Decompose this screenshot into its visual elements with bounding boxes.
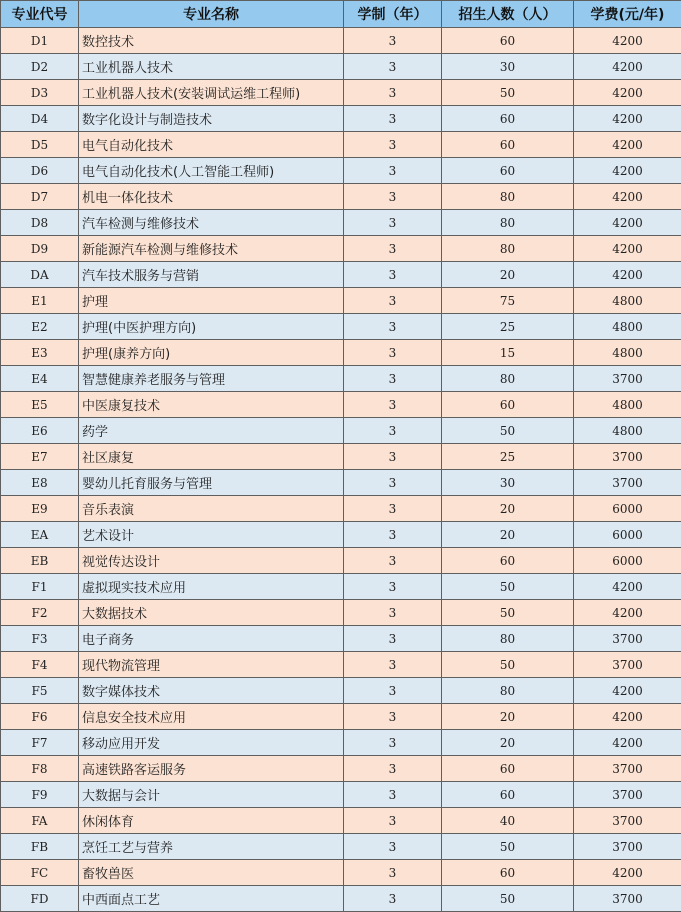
enrollment-cell: 60 — [442, 106, 574, 132]
major-code-cell: E6 — [1, 418, 79, 444]
enrollment-cell: 30 — [442, 470, 574, 496]
table-row — [1, 678, 681, 704]
tuition-cell: 6000 — [574, 522, 681, 548]
years-cell: 3 — [344, 522, 442, 548]
major-name-cell: 汽车检测与维修技术 — [79, 210, 344, 236]
table-row — [1, 548, 681, 574]
major-code-cell: E3 — [1, 340, 79, 366]
enrollment-cell: 25 — [442, 444, 574, 470]
major-name-cell: 大数据技术 — [79, 600, 344, 626]
major-code-cell: FC — [1, 860, 79, 886]
tuition-cell: 3700 — [574, 652, 681, 678]
years-cell: 3 — [344, 652, 442, 678]
enrollment-cell: 40 — [442, 808, 574, 834]
enrollment-cell: 75 — [442, 288, 574, 314]
table-row — [1, 184, 681, 210]
major-name-cell: 虚拟现实技术应用 — [79, 574, 344, 600]
enrollment-cell: 25 — [442, 314, 574, 340]
table-row — [1, 366, 681, 392]
tuition-cell: 4200 — [574, 860, 681, 886]
major-name-cell: 视觉传达设计 — [79, 548, 344, 574]
major-code-cell: F6 — [1, 704, 79, 730]
major-code-cell: D8 — [1, 210, 79, 236]
table-row — [1, 132, 681, 158]
years-cell: 3 — [344, 28, 442, 54]
years-cell: 3 — [344, 600, 442, 626]
table-row — [1, 236, 681, 262]
tuition-cell: 4200 — [574, 158, 681, 184]
years-cell: 3 — [344, 444, 442, 470]
major-code-cell: E1 — [1, 288, 79, 314]
table-row — [1, 340, 681, 366]
major-name-cell: 中医康复技术 — [79, 392, 344, 418]
major-name-cell: 工业机器人技术(安装调试运维工程师) — [79, 80, 344, 106]
tuition-cell: 3700 — [574, 470, 681, 496]
major-name-cell: 高速铁路客运服务 — [79, 756, 344, 782]
years-cell: 3 — [344, 132, 442, 158]
table-row — [1, 886, 681, 912]
major-name-cell: 工业机器人技术 — [79, 54, 344, 80]
table-row — [1, 470, 681, 496]
major-code-cell: E9 — [1, 496, 79, 522]
tuition-cell: 3700 — [574, 808, 681, 834]
major-code-cell: D2 — [1, 54, 79, 80]
tuition-cell: 4200 — [574, 236, 681, 262]
years-cell: 3 — [344, 340, 442, 366]
enrollment-cell: 20 — [442, 730, 574, 756]
enrollment-cell: 50 — [442, 600, 574, 626]
tuition-cell: 4200 — [574, 210, 681, 236]
tuition-cell: 4800 — [574, 288, 681, 314]
years-cell: 3 — [344, 886, 442, 912]
header-code: 专业代号 — [1, 1, 79, 28]
major-name-cell: 汽车技术服务与营销 — [79, 262, 344, 288]
years-cell: 3 — [344, 808, 442, 834]
major-name-cell: 数字化设计与制造技术 — [79, 106, 344, 132]
major-code-cell: E8 — [1, 470, 79, 496]
major-name-cell: 畜牧兽医 — [79, 860, 344, 886]
major-name-cell: 休闲体育 — [79, 808, 344, 834]
major-code-cell: D5 — [1, 132, 79, 158]
tuition-cell: 4200 — [574, 704, 681, 730]
enrollment-cell: 30 — [442, 54, 574, 80]
major-name-cell: 烹饪工艺与营养 — [79, 834, 344, 860]
enrollment-cell: 80 — [442, 366, 574, 392]
table-row — [1, 652, 681, 678]
major-code-cell: D4 — [1, 106, 79, 132]
tuition-cell: 4200 — [574, 184, 681, 210]
enrollment-cell: 20 — [442, 522, 574, 548]
table-row — [1, 782, 681, 808]
major-name-cell: 艺术设计 — [79, 522, 344, 548]
enrollment-cell: 60 — [442, 756, 574, 782]
major-code-cell: D3 — [1, 80, 79, 106]
table-row — [1, 756, 681, 782]
tuition-cell: 4800 — [574, 418, 681, 444]
enrollment-cell: 80 — [442, 236, 574, 262]
major-code-cell: FB — [1, 834, 79, 860]
tuition-cell: 4200 — [574, 106, 681, 132]
table-row — [1, 54, 681, 80]
enrollment-cell: 60 — [442, 158, 574, 184]
enrollment-cell: 50 — [442, 652, 574, 678]
major-name-cell: 数控技术 — [79, 28, 344, 54]
enrollment-cell: 80 — [442, 626, 574, 652]
major-code-cell: EA — [1, 522, 79, 548]
enrollment-cell: 60 — [442, 132, 574, 158]
major-name-cell: 电气自动化技术 — [79, 132, 344, 158]
table-row — [1, 704, 681, 730]
table-row — [1, 626, 681, 652]
years-cell: 3 — [344, 496, 442, 522]
tuition-cell: 3700 — [574, 756, 681, 782]
tuition-cell: 4200 — [574, 574, 681, 600]
enrollment-cell: 20 — [442, 704, 574, 730]
years-cell: 3 — [344, 184, 442, 210]
tuition-cell: 3700 — [574, 886, 681, 912]
major-code-cell: F8 — [1, 756, 79, 782]
tuition-cell: 4200 — [574, 80, 681, 106]
years-cell: 3 — [344, 626, 442, 652]
major-code-cell: FD — [1, 886, 79, 912]
years-cell: 3 — [344, 756, 442, 782]
major-code-cell: FA — [1, 808, 79, 834]
years-cell: 3 — [344, 262, 442, 288]
enrollment-cell: 20 — [442, 496, 574, 522]
years-cell: 3 — [344, 548, 442, 574]
table-row — [1, 392, 681, 418]
years-cell: 3 — [344, 158, 442, 184]
years-cell: 3 — [344, 392, 442, 418]
table-row — [1, 80, 681, 106]
major-code-cell: D9 — [1, 236, 79, 262]
table-row — [1, 860, 681, 886]
enrollment-cell: 15 — [442, 340, 574, 366]
table-body — [1, 28, 681, 912]
enrollment-cell: 50 — [442, 418, 574, 444]
enrollment-cell: 60 — [442, 28, 574, 54]
years-cell: 3 — [344, 704, 442, 730]
major-name-cell: 音乐表演 — [79, 496, 344, 522]
years-cell: 3 — [344, 782, 442, 808]
table-row — [1, 444, 681, 470]
table-row — [1, 288, 681, 314]
years-cell: 3 — [344, 834, 442, 860]
table-row — [1, 106, 681, 132]
enrollment-cell: 60 — [442, 782, 574, 808]
years-cell: 3 — [344, 314, 442, 340]
major-code-cell: E5 — [1, 392, 79, 418]
years-cell: 3 — [344, 210, 442, 236]
major-code-cell: D7 — [1, 184, 79, 210]
major-code-cell: F1 — [1, 574, 79, 600]
years-cell: 3 — [344, 860, 442, 886]
major-code-cell: F7 — [1, 730, 79, 756]
years-cell: 3 — [344, 678, 442, 704]
major-name-cell: 社区康复 — [79, 444, 344, 470]
tuition-cell: 4200 — [574, 54, 681, 80]
enrollment-cell: 80 — [442, 678, 574, 704]
table-row — [1, 522, 681, 548]
enrollment-cell: 60 — [442, 860, 574, 886]
enrollment-cell: 60 — [442, 548, 574, 574]
major-code-cell: F2 — [1, 600, 79, 626]
tuition-cell: 4200 — [574, 28, 681, 54]
years-cell: 3 — [344, 54, 442, 80]
tuition-cell: 6000 — [574, 496, 681, 522]
enrollment-cell: 50 — [442, 574, 574, 600]
table-row — [1, 262, 681, 288]
major-code-cell: F3 — [1, 626, 79, 652]
years-cell: 3 — [344, 288, 442, 314]
table-row — [1, 158, 681, 184]
major-code-cell: F9 — [1, 782, 79, 808]
major-code-cell: D1 — [1, 28, 79, 54]
tuition-cell: 4800 — [574, 340, 681, 366]
tuition-cell: 4200 — [574, 132, 681, 158]
tuition-cell: 6000 — [574, 548, 681, 574]
table-row — [1, 210, 681, 236]
tuition-cell: 3700 — [574, 782, 681, 808]
major-name-cell: 现代物流管理 — [79, 652, 344, 678]
enrollment-cell: 80 — [442, 184, 574, 210]
enrollment-cell: 80 — [442, 210, 574, 236]
major-name-cell: 大数据与会计 — [79, 782, 344, 808]
years-cell: 3 — [344, 574, 442, 600]
tuition-cell: 3700 — [574, 626, 681, 652]
major-code-cell: D6 — [1, 158, 79, 184]
header-row — [1, 1, 681, 28]
header-tuition: 学费(元/年) — [574, 1, 681, 28]
table-row — [1, 834, 681, 860]
table-row — [1, 28, 681, 54]
table-row — [1, 600, 681, 626]
years-cell: 3 — [344, 418, 442, 444]
major-name-cell: 电子商务 — [79, 626, 344, 652]
years-cell: 3 — [344, 366, 442, 392]
years-cell: 3 — [344, 106, 442, 132]
major-code-cell: E4 — [1, 366, 79, 392]
major-name-cell: 婴幼儿托育服务与管理 — [79, 470, 344, 496]
tuition-cell: 3700 — [574, 444, 681, 470]
major-name-cell: 智慧健康养老服务与管理 — [79, 366, 344, 392]
years-cell: 3 — [344, 80, 442, 106]
tuition-cell: 4800 — [574, 314, 681, 340]
enrollment-cell: 50 — [442, 834, 574, 860]
enrollment-cell: 60 — [442, 392, 574, 418]
major-name-cell: 新能源汽车检测与维修技术 — [79, 236, 344, 262]
major-code-cell: E7 — [1, 444, 79, 470]
tuition-cell: 4200 — [574, 262, 681, 288]
major-name-cell: 护理(中医护理方向) — [79, 314, 344, 340]
header-years: 学制（年） — [344, 1, 442, 28]
major-name-cell: 电气自动化技术(人工智能工程师) — [79, 158, 344, 184]
enrollment-cell: 50 — [442, 80, 574, 106]
enrollment-cell: 50 — [442, 886, 574, 912]
tuition-cell: 4200 — [574, 678, 681, 704]
years-cell: 3 — [344, 730, 442, 756]
major-code-cell: DA — [1, 262, 79, 288]
major-code-cell: F5 — [1, 678, 79, 704]
table-row — [1, 418, 681, 444]
years-cell: 3 — [344, 470, 442, 496]
major-name-cell: 机电一体化技术 — [79, 184, 344, 210]
major-code-cell: EB — [1, 548, 79, 574]
tuition-cell: 4200 — [574, 730, 681, 756]
years-cell: 3 — [344, 236, 442, 262]
tuition-cell: 3700 — [574, 366, 681, 392]
major-name-cell: 护理 — [79, 288, 344, 314]
major-name-cell: 信息安全技术应用 — [79, 704, 344, 730]
major-code-cell: E2 — [1, 314, 79, 340]
table-row — [1, 496, 681, 522]
tuition-cell: 3700 — [574, 834, 681, 860]
major-name-cell: 中西面点工艺 — [79, 886, 344, 912]
enrollment-cell: 20 — [442, 262, 574, 288]
major-name-cell: 药学 — [79, 418, 344, 444]
header-enrollment: 招生人数（人） — [442, 1, 574, 28]
table-row — [1, 574, 681, 600]
major-name-cell: 护理(康养方向) — [79, 340, 344, 366]
table-row — [1, 730, 681, 756]
header-name: 专业名称 — [79, 1, 344, 28]
tuition-cell: 4800 — [574, 392, 681, 418]
major-code-cell: F4 — [1, 652, 79, 678]
tuition-cell: 4200 — [574, 600, 681, 626]
table-row — [1, 808, 681, 834]
table-row — [1, 314, 681, 340]
major-name-cell: 移动应用开发 — [79, 730, 344, 756]
major-name-cell: 数字媒体技术 — [79, 678, 344, 704]
